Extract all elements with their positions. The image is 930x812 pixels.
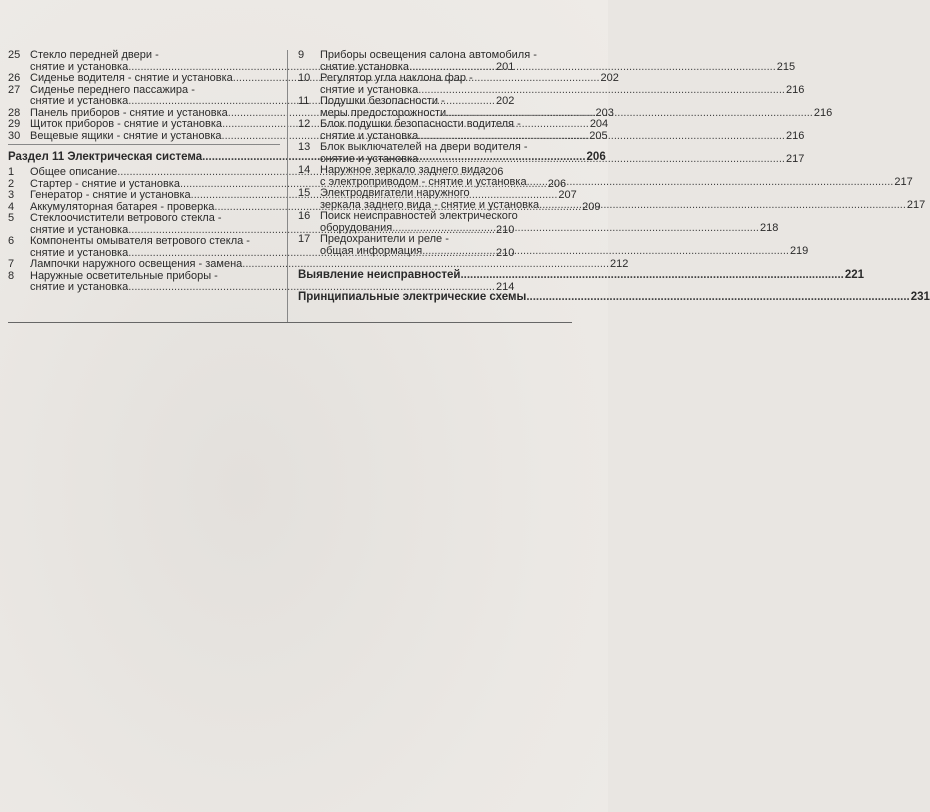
- toc-entry-page: 216: [785, 83, 805, 96]
- toc-entry-page: 207: [558, 189, 577, 201]
- toc-entry-text: с электроприводом - снятие и установка: [320, 175, 527, 188]
- toc-entry-number: 12: [298, 118, 311, 130]
- toc-entry-text: зеркала заднего вида - снятие и установка: [320, 198, 540, 211]
- toc-entry-page: 202: [495, 95, 515, 107]
- toc-entry-line: [320, 165, 913, 177]
- toc-entry-page: 219: [789, 244, 809, 257]
- toc-entry-number: 4: [8, 200, 15, 213]
- toc-entry-number: 9: [298, 49, 305, 61]
- toc-entry-text: Предохранители и реле -: [320, 233, 449, 245]
- toc-entry-page: 217: [906, 198, 926, 211]
- toc-entry-number: 10: [298, 72, 311, 84]
- toc-entry-line: [320, 188, 925, 200]
- section-divider: [8, 144, 280, 145]
- toc-entry-number: 6: [8, 235, 15, 247]
- toc-entry-text: Стекло передней двери -: [30, 49, 159, 61]
- toc-entry: [298, 49, 796, 73]
- toc-entry-line: [320, 73, 804, 85]
- toc-entry-body: [320, 234, 808, 257]
- toc-entry-text: Приборы освещения салона автомобиля -: [320, 49, 537, 61]
- toc-entry-text: Подушки безопасности -: [320, 95, 445, 107]
- toc-entry-text: Лампочки наружного освещения - замена: [30, 258, 243, 270]
- toc-entry-number: 30: [8, 129, 21, 142]
- faults-heading: [298, 269, 865, 281]
- toc-entry-text: Сиденье водителя - снятие и установка: [30, 72, 233, 84]
- toc-entry-number: 29: [8, 118, 21, 130]
- toc-entry-body: [320, 211, 778, 234]
- toc-entry-page: 201: [495, 60, 515, 73]
- toc-entry-text: снятие и установка: [320, 152, 419, 165]
- faults-title: Выявление неисправностей: [298, 269, 461, 281]
- toc-entry-line: [320, 119, 804, 131]
- toc-entry-page: 206: [485, 166, 504, 178]
- schematics-title: Принципиальные электрические схемы: [298, 291, 527, 303]
- toc-entry-text: снятие и установка: [30, 60, 129, 73]
- section-11-title: Раздел 11 Электрическая система: [8, 151, 203, 163]
- leader-dots: [460, 269, 843, 281]
- toc-entry-page: 214: [495, 281, 515, 293]
- toc-entry-text: Общее описание: [30, 166, 118, 178]
- toc-entry-page: 216: [785, 129, 805, 142]
- toc-entry-text: общая информация: [320, 244, 423, 257]
- toc-entry-text: Аккумуляторная батарея - проверка: [30, 200, 215, 213]
- toc-entry-text: Стеклоочистители ветрового стекла -: [30, 212, 222, 224]
- toc-entry-line: [320, 234, 808, 246]
- leader-dots: [526, 291, 909, 303]
- toc-entry-number: 1: [8, 166, 15, 178]
- toc-entry-number: 28: [8, 106, 21, 119]
- toc-entry-page: 215: [776, 60, 796, 73]
- toc-entry-page: 206: [547, 177, 567, 190]
- toc-entry-text: Сиденье переднего пассажира -: [30, 83, 195, 96]
- toc-entry-page: 217: [894, 175, 913, 188]
- toc-entry-body: [320, 50, 795, 73]
- toc-entry-page: 209: [582, 200, 601, 213]
- toc-entry: [8, 129, 608, 143]
- toc-entry-number: 3: [8, 189, 15, 201]
- toc-entry-number: 27: [8, 83, 21, 96]
- toc-entry-text: Вещевые ящики - снятие и установка: [30, 129, 222, 142]
- toc-entry-text: Наружное зеркало заднего вида: [320, 164, 486, 176]
- toc-entry-text: снятие установка: [320, 60, 410, 73]
- toc-entry-number: 15: [298, 187, 311, 199]
- toc-entry-number: 25: [8, 49, 21, 61]
- toc-entry-line: [320, 50, 795, 62]
- toc-entry-page: 203: [595, 106, 614, 119]
- toc-entry-text: Стартер - снятие и установка: [30, 177, 180, 190]
- toc-entry-page: 202: [600, 72, 619, 84]
- toc-entry-text: Компоненты омывателя ветрового стекла -: [30, 235, 250, 247]
- toc-entry-page: 218: [759, 221, 779, 234]
- bottom-rule: [8, 322, 572, 323]
- toc-entry-page: 216: [813, 106, 833, 119]
- toc-entry: [298, 164, 913, 188]
- toc-entry-line: [320, 246, 808, 258]
- toc-entry-number: 8: [8, 269, 15, 282]
- toc-entry-number: 5: [8, 212, 15, 224]
- toc-entry-text: снятие и установка: [320, 129, 419, 142]
- toc-entry-text: Поиск неисправностей электрического: [320, 210, 518, 222]
- toc-entry: [8, 258, 629, 271]
- faults-page: 221: [844, 269, 865, 281]
- toc-entry-text: Регулятор угла наклона фар -: [320, 72, 473, 84]
- toc-entry-line: [320, 142, 804, 154]
- toc-entry-text: Панель приборов - снятие и установка: [30, 106, 228, 119]
- toc-entry-body: [320, 73, 804, 96]
- leader-dots: [539, 200, 906, 212]
- toc-entry-body: [320, 142, 804, 165]
- toc-entry-page: 210: [495, 223, 515, 236]
- toc-entry-number: 11: [298, 95, 310, 107]
- toc-entry-page: 217: [785, 152, 805, 165]
- toc-entry: [298, 233, 809, 257]
- toc-entry-body: [320, 165, 913, 188]
- toc-entry-body: [320, 119, 804, 142]
- schematics-page: 231: [910, 291, 930, 303]
- toc-entry-text: Генератор - снятие и установка: [30, 189, 191, 201]
- toc-entry-text: снятие и установка: [30, 223, 129, 236]
- toc-entry-text: Блок выключателей на двери водителя -: [320, 141, 528, 153]
- leader-dots: [418, 85, 785, 97]
- toc-entry-number: 26: [8, 72, 21, 84]
- toc-entry-page: 212: [610, 258, 629, 270]
- toc-entry-number: 2: [8, 177, 15, 190]
- toc-entry-number: 16: [298, 210, 311, 222]
- leader-dots: [422, 246, 789, 258]
- toc-entry-body: [320, 188, 925, 211]
- toc-entry-text: снятие и установка: [30, 246, 129, 259]
- toc-entry-text: снятие и установка: [30, 281, 129, 293]
- toc-entry-number: 13: [298, 141, 311, 153]
- toc-entry-number: 7: [8, 258, 15, 270]
- toc-entry-text: оборудования: [320, 221, 393, 234]
- toc-entry-text: Наружные осветительные приборы -: [30, 269, 218, 282]
- toc-entry-text: Электродвигатели наружного: [320, 187, 470, 199]
- toc-entry-line: [320, 96, 832, 108]
- leader-dots: [527, 177, 894, 189]
- toc-entry-line: [320, 211, 778, 223]
- toc-entry-number: 14: [298, 164, 311, 176]
- section-11-page: 206: [586, 151, 606, 163]
- toc-entry-text: снятие и установка: [30, 95, 129, 107]
- toc-entry: [298, 210, 779, 234]
- toc-entry-text: Блок подушки безопасности водителя -: [320, 118, 521, 130]
- toc-entry-number: 17: [298, 233, 311, 245]
- schematics-heading: [298, 291, 930, 303]
- toc-entry-text: Щиток приборов - снятие и установка: [30, 118, 223, 130]
- column-divider: [287, 50, 288, 322]
- toc-entry-page: 204: [589, 118, 609, 130]
- toc-entry-text: меры предосторожности: [320, 106, 447, 119]
- toc-entry-text: снятие и установка: [320, 83, 419, 96]
- toc-entry-body: [320, 96, 832, 119]
- toc-entry-page: 205: [589, 129, 608, 142]
- toc-entry-page: 210: [495, 246, 515, 259]
